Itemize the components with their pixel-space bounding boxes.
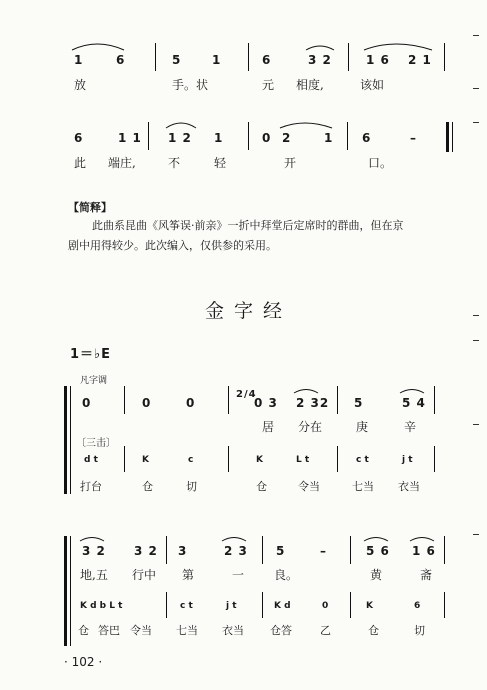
note: 6 (74, 131, 84, 145)
percussion-word: 仓 (78, 624, 89, 637)
lyric: 放 (74, 78, 87, 92)
note: 1 6 (412, 544, 436, 558)
note: 2 32 (296, 396, 330, 410)
note: 1 (74, 53, 84, 67)
note: 1 (324, 131, 334, 145)
key-signature: 1＝♭E (70, 347, 112, 362)
note: 5 (276, 544, 286, 558)
percussion-mark: j t (226, 601, 237, 611)
percussion-mark: 0 (322, 601, 329, 611)
percussion-word: 七当 (352, 480, 374, 493)
note: 2 (282, 131, 292, 145)
percussion-word: 乙 (320, 624, 331, 637)
note: – (320, 544, 327, 558)
lyric: 手。状 (172, 78, 209, 92)
percussion-word: 七当 (176, 624, 198, 637)
tune-label: 凡字调 (80, 376, 108, 386)
lyric: 不 (168, 156, 181, 170)
lyric: 辛 (404, 420, 417, 434)
lyric: 庚 (356, 420, 369, 434)
lyric: 相度, (296, 78, 324, 92)
note: 0 (82, 396, 92, 410)
explanation-line: 此曲系昆曲《风筝误·前亲》一折中拜堂后定席时的群曲，但在京 (92, 219, 404, 232)
note: 1 2 (168, 131, 192, 145)
lyric: 一 (232, 568, 245, 582)
percussion-word: 答巴 (98, 624, 120, 637)
percussion-mark: d t (84, 455, 98, 465)
note: 5 6 (366, 544, 390, 558)
note: 5 4 (402, 396, 426, 410)
note: 5 (172, 53, 182, 67)
percussion-label: 〔三击〕 (76, 438, 116, 449)
lyric: 该如 (360, 78, 385, 92)
lyric: 第 (182, 568, 195, 582)
percussion-word: 衣当 (398, 480, 420, 493)
percussion-mark: c t (356, 455, 369, 465)
note: 5 (354, 396, 364, 410)
note: 1 (212, 53, 222, 67)
explanation-line: 剧中用得较少。此次编入，仅供参的采用。 (68, 239, 277, 252)
note: 3 (178, 544, 188, 558)
percussion-word: 令当 (130, 624, 152, 637)
lyric: 此 (74, 156, 87, 170)
note: 3 2 (134, 544, 158, 558)
note: 0 (262, 131, 272, 145)
percussion-word: 打台 (80, 480, 102, 493)
note: 2 3 (224, 544, 248, 558)
note: 6 (116, 53, 126, 67)
lyric: 轻 (214, 156, 227, 170)
percussion-word: 衣当 (222, 624, 244, 637)
note: 6 (362, 131, 372, 145)
note: – (410, 131, 417, 145)
explanation-heading: 【简释】 (68, 201, 112, 214)
lyric: 口。 (368, 156, 393, 170)
lyric: 元 (262, 78, 275, 92)
percussion-word: 仓 (142, 480, 153, 493)
page-number: · 102 · (64, 655, 103, 669)
lyric: 黄 (370, 568, 383, 582)
note: 1 6 (366, 53, 390, 67)
percussion-mark: 6 (414, 601, 421, 611)
percussion-word: 切 (414, 624, 425, 637)
time-signature: 2/4 (236, 389, 257, 400)
percussion-word: 切 (186, 480, 197, 493)
percussion-mark: c t (180, 601, 193, 611)
lyric: 斋 (420, 568, 433, 582)
percussion-mark: K (366, 601, 373, 611)
note: 1 (214, 131, 224, 145)
note: 6 (262, 53, 272, 67)
percussion-word: 仓 (368, 624, 379, 637)
percussion-word: 仓 (256, 480, 267, 493)
lyric: 地,五 (80, 568, 108, 582)
percussion-mark: K d (274, 601, 291, 611)
percussion-mark: j t (402, 455, 413, 465)
percussion-mark: K (256, 455, 263, 465)
note: 2 1 (408, 53, 432, 67)
note: 3 2 (308, 53, 332, 67)
percussion-word: 令当 (298, 480, 320, 493)
note: 0 3 (254, 396, 278, 410)
lyric: 端庄, (108, 156, 136, 170)
lyric: 分在 (298, 420, 323, 434)
piece-title: 金字经 (205, 300, 293, 322)
percussion-mark: L t (296, 455, 310, 465)
percussion-mark: K d b L t (80, 601, 123, 611)
lyric: 开 (284, 156, 297, 170)
note: 1 1 (118, 131, 142, 145)
note: 0 (186, 396, 196, 410)
note: 0 (142, 396, 152, 410)
lyric: 居 (262, 420, 275, 434)
percussion-word: 仓答 (270, 624, 292, 637)
percussion-mark: K (142, 455, 149, 465)
lyric: 良。 (274, 568, 299, 582)
lyric: 行中 (132, 568, 157, 582)
percussion-mark: c (188, 455, 194, 465)
note: 3 2 (82, 544, 106, 558)
